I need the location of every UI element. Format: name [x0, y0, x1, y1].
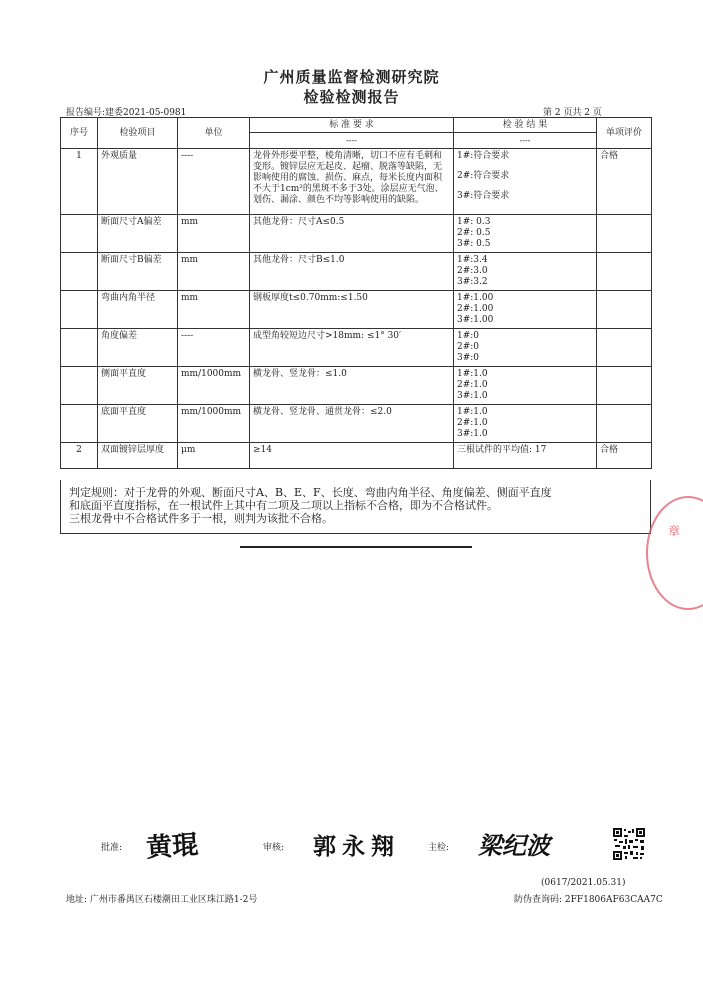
table-row: [61, 215, 652, 253]
result-line: 2#:符合要求: [457, 171, 510, 181]
cell-seq: [61, 405, 98, 443]
cell-unit: mm: [178, 253, 250, 291]
cell-standard: 其他龙骨：尺寸A≤0.5: [250, 215, 454, 253]
qr-code-icon: [613, 828, 645, 860]
cell-result: [454, 253, 597, 291]
result-line: 1#:1.00: [457, 293, 494, 303]
col-result-sub: ----: [454, 132, 596, 148]
cell-eval: [597, 405, 652, 443]
result-line: 1#:0: [457, 331, 480, 341]
cell-eval: 合格: [597, 443, 652, 469]
review-signature: 郭永翔: [313, 833, 400, 860]
cell-item: 角度偏差: [98, 329, 178, 367]
approve-signature: 黄琨: [145, 830, 200, 864]
table-row: [61, 149, 652, 215]
cell-unit: mm/1000mm: [178, 367, 250, 405]
cell-unit: mm/1000mm: [178, 405, 250, 443]
cell-eval: [597, 367, 652, 405]
rule-line: 和底面平直度指标，在一根试件上其中有二项及二项以上指标不合格，即为不合格试件。: [69, 499, 498, 512]
seal-lettering: [664, 520, 684, 542]
result-line: 2#: 0.5: [457, 228, 491, 238]
col-eval: 单项评价: [597, 118, 652, 149]
result-line: 2#:0: [457, 342, 480, 352]
col-standard: [250, 118, 454, 149]
result-line: 2#:1.00: [457, 304, 494, 314]
judgement-rules: [60, 480, 651, 534]
cell-result: [454, 443, 597, 469]
cell-item: 底面平直度: [98, 405, 178, 443]
cell-standard: 横龙骨、竖龙骨：≤1.0: [250, 367, 454, 405]
result-line: 1#: 0.3: [457, 217, 491, 227]
table-row: [61, 405, 652, 443]
cell-seq: [61, 291, 98, 329]
result-line: 3#:1.0: [457, 391, 488, 401]
approve-label: 批准:: [101, 843, 123, 853]
result-line: 1#:符合要求: [457, 151, 510, 161]
review-label: 审核:: [263, 843, 285, 853]
cell-result: [454, 329, 597, 367]
page-info: 第 2 页共 2 页: [543, 108, 602, 118]
result-line: 2#:3.0: [457, 266, 488, 276]
result-line: 2#:1.0: [457, 380, 488, 390]
cell-result: [454, 367, 597, 405]
cell-seq: [61, 253, 98, 291]
col-result-label: 检 验 结 果: [502, 119, 548, 130]
inspection-table: [60, 117, 652, 469]
cell-eval: [597, 291, 652, 329]
table-row: [61, 291, 652, 329]
col-unit: 单位: [178, 118, 250, 149]
table-row: [61, 253, 652, 291]
cell-standard: ≥14: [250, 443, 454, 469]
table-row: [61, 443, 652, 469]
cell-standard: 钢板厚度t≤0.70mm:≤1.50: [250, 291, 454, 329]
version-code: (0617/2021.05.31): [541, 878, 626, 888]
cell-eval: 合格: [597, 149, 652, 215]
anti-fake-code: 防伪查询码: 2FF1806AF63CAA7C: [514, 895, 663, 905]
cell-result: [454, 149, 597, 215]
result-line: 2#:1.0: [457, 418, 488, 428]
cell-seq: 2: [61, 443, 98, 469]
col-standard-label: 标 准 要 求: [329, 119, 374, 130]
address: 地址: 广州市番禺区石楼潮田工业区珠江路1-2号: [66, 895, 258, 905]
cell-standard: 横龙骨、竖龙骨、通贯龙骨：≤2.0: [250, 405, 454, 443]
seal-char: 章: [667, 524, 680, 538]
report-title: 检验检测报告: [303, 88, 400, 106]
cell-seq: 1: [61, 149, 98, 215]
rule-line: 判定规则：对于龙骨的外观、断面尺寸A、B、E、F、长度、弯曲内角半径、角度偏差、侧面平直度: [69, 486, 552, 499]
result-line: 3#:符合要求: [457, 191, 510, 201]
cell-unit: ----: [178, 149, 250, 215]
cell-unit: mm: [178, 291, 250, 329]
result-line: 3#:3.2: [457, 277, 488, 287]
end-divider: [240, 546, 472, 548]
result-line: 3#: 0.5: [457, 239, 491, 249]
cell-seq: [61, 329, 98, 367]
cell-result: [454, 405, 597, 443]
inspect-signature: 梁纪波: [478, 831, 550, 860]
cell-item: 断面尺寸B偏差: [98, 253, 178, 291]
cell-seq: [61, 367, 98, 405]
result-line: 3#:0: [457, 353, 480, 363]
cell-standard: 其他龙骨：尺寸B≤1.0: [250, 253, 454, 291]
cell-unit: μm: [178, 443, 250, 469]
cell-item: 断面尺寸A偏差: [98, 215, 178, 253]
result-line: 1#:1.0: [457, 407, 488, 417]
cell-item: 侧面平直度: [98, 367, 178, 405]
cell-standard: 龙骨外形要平整，棱角清晰，切口不应有毛刺和变形。镀锌层应无起皮、起瘤、脱落等缺陷，无影响使用的腐蚀、损伤、麻点，每米长度内面积不大于1cm²的黑斑不多于3处。涂层应无气泡、划伤、漏涂、颜色不均等影响使用的缺陷。: [250, 149, 454, 215]
cell-item: 弯曲内角半径: [98, 291, 178, 329]
table-row: [61, 329, 652, 367]
cell-standard: 成型角较短边尺寸>18mm: ≤1° 30′: [250, 329, 454, 367]
cell-eval: [597, 253, 652, 291]
col-item: 检验项目: [98, 118, 178, 149]
col-result: [454, 118, 597, 149]
institute-name: 广州质量监督检测研究院: [263, 68, 440, 86]
red-seal-stamp: [646, 496, 703, 610]
rule-line: 三根龙骨中不合格试件多于一根，则判为该批不合格。: [69, 512, 333, 525]
cell-item: 双面镀锌层厚度: [98, 443, 178, 469]
cell-eval: [597, 215, 652, 253]
cell-result: [454, 215, 597, 253]
result-line: 1#:1.0: [457, 369, 488, 379]
result-line: 1#:3.4: [457, 255, 488, 265]
result-line: 3#:1.00: [457, 315, 494, 325]
col-standard-sub: ----: [250, 132, 453, 148]
inspect-label: 主检:: [428, 843, 450, 853]
col-seq: 序号: [61, 118, 98, 149]
result-line: 3#:1.0: [457, 429, 488, 439]
cell-eval: [597, 329, 652, 367]
result-line: 三根试件的平均值: 17: [457, 445, 547, 455]
cell-seq: [61, 215, 98, 253]
cell-item: 外观质量: [98, 149, 178, 215]
cell-unit: ----: [178, 329, 250, 367]
cell-result: [454, 291, 597, 329]
cell-unit: mm: [178, 215, 250, 253]
report-number: 报告编号:建委2021-05-0981: [66, 108, 187, 118]
table-row: [61, 367, 652, 405]
table-header-row: [61, 118, 652, 149]
